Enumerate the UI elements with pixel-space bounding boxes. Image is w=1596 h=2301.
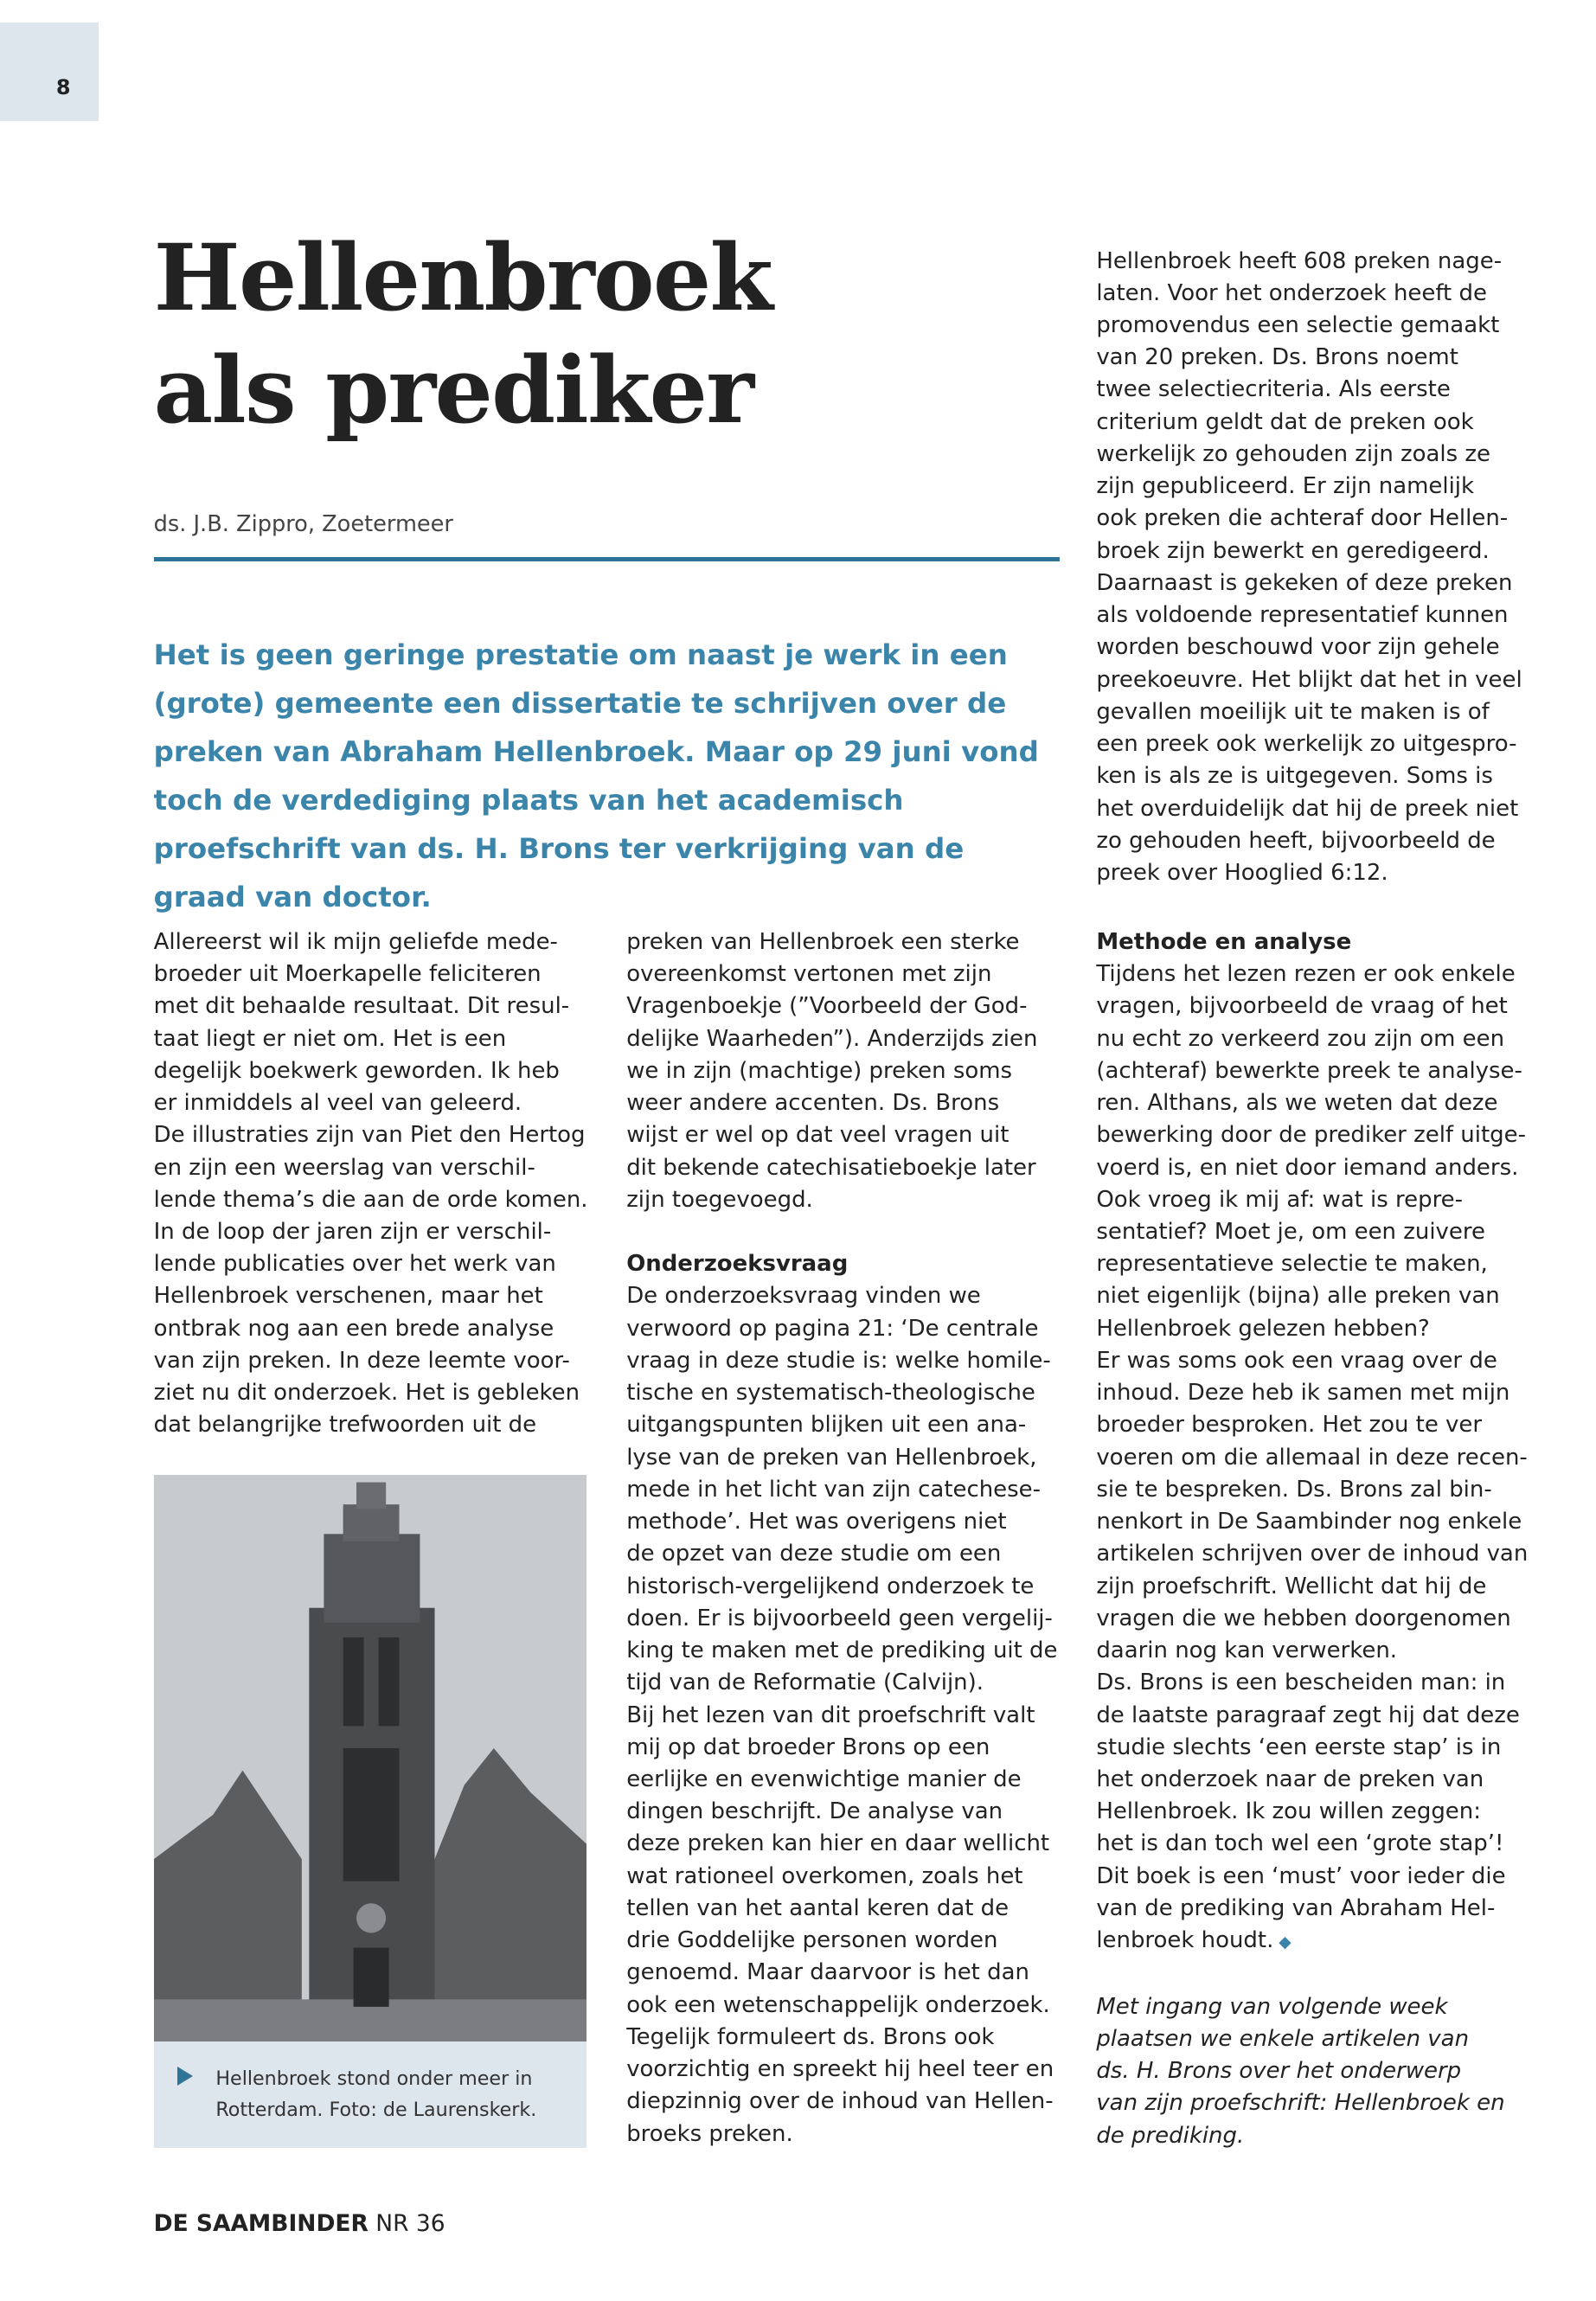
end-mark-icon: ◆ — [1273, 1933, 1292, 1952]
text-line: mede in het licht van zijn catechese- — [626, 1476, 1042, 1503]
text-line: voorzichtig en spreekt hij heel teer en — [626, 2056, 1054, 2083]
text-line: Hellenbroek gelezen hebben? — [1096, 1315, 1430, 1342]
article-title — [154, 221, 1041, 446]
text-line: plaatsen we enkele artikelen van — [1096, 2025, 1470, 2052]
text-line: werkelijk zo gehouden zijn zoals ze — [1096, 440, 1491, 467]
text-line: het is dan toch wel een ‘grote stap’! — [1096, 1830, 1504, 1857]
text-line: het overduidelijk dat hij de preek niet — [1096, 795, 1519, 822]
text-line: vragen, bijvoorbeeld de vraag of het — [1096, 993, 1508, 1020]
text-line: Tijdens het lezen rezen er ook enkele — [1096, 961, 1516, 988]
author-byline: ds. J.B. Zippro, Zoetermeer — [153, 510, 453, 537]
text-line: en zijn een weerslag van verschil- — [153, 1154, 535, 1181]
text-line: worden beschouwd voor zijn gehele — [1096, 634, 1500, 661]
text-line: tische en systematisch-theologische — [626, 1380, 1035, 1407]
text-line: Ds. Brons is een bescheiden man: in — [1096, 1670, 1506, 1696]
text-line: laten. Voor het onderzoek heeft de — [1096, 279, 1487, 306]
text-line: de prediking. — [1096, 2122, 1245, 2149]
text-line: diepzinnig over de inhoud van Hellen- — [626, 2088, 1054, 2115]
text-line: vraag in deze studie is: welke homile- — [626, 1347, 1051, 1374]
text-line: Tegelijk formuleert ds. Brons ook — [626, 2023, 995, 2050]
text-line: er inmiddels al veel van geleerd. — [153, 1090, 522, 1117]
text-line: doen. Er is bijvoorbeeld geen vergelij- — [626, 1605, 1053, 1631]
text-line: ook preken die achteraf door Hellen- — [1096, 505, 1509, 532]
text-line: Hellenbroek. Ik zou willen zeggen: — [1096, 1798, 1481, 1825]
text-line: Dit boek is een ‘must’ voor ieder die — [1096, 1862, 1506, 1889]
text-line: taat liegt er niet om. Het is een — [153, 1025, 507, 1052]
text-line: overeenkomst vertonen met zijn — [626, 961, 992, 988]
text-line: weer andere accenten. Ds. Brons — [626, 1090, 1000, 1117]
text-line: In de loop der jaren zijn er verschil- — [153, 1219, 552, 1246]
text-line: zijn proefschrift. Wellicht dat hij de — [1096, 1573, 1487, 1599]
caption-play-icon — [177, 2067, 193, 2086]
text-line: preken van Hellenbroek een sterke — [626, 928, 1020, 955]
column-3 — [1096, 926, 1539, 2152]
text-line: Hellenbroek verschenen, maar het — [153, 1283, 543, 1310]
text-line: van zijn proefschrift: Hellenbroek en — [1096, 2090, 1505, 2117]
text-line: mij op dat broeder Brons op een — [626, 1734, 990, 1760]
text-line: Ook vroeg ik mij af: wat is repre- — [1096, 1186, 1464, 1213]
text-line: dit bekende catechisatieboekje later — [626, 1154, 1036, 1181]
text-line: een preek ook werkelijk zo uitgespro- — [1096, 731, 1517, 758]
text-line: van de prediking van Abraham Hel- — [1096, 1894, 1496, 1921]
lead-paragraph: Het is geen geringe prestatie om naast je werk in een (grote) gemeente een dissertatie te schrijven over de preken van Abraham Hellenbroek. Maar op 29 juni vond toch de verdediging plaats van het academisch proefschrift van ds. H. Brons ter verkrijging van de graad van doctor. — [153, 638, 1039, 914]
text-line: promovendus een selectie gemaakt — [1096, 311, 1500, 338]
laurenskerk-illustration — [154, 1475, 586, 2042]
text-line: representatieve selectie te maken, — [1096, 1251, 1488, 1278]
caption-line-1: Hellenbroek stond onder meer in — [215, 2067, 533, 2091]
text-line: broeder besproken. Het zou te ver — [1096, 1412, 1483, 1439]
column-2b-lines — [626, 1280, 1069, 2150]
text-line: de opzet van deze studie om een — [626, 1541, 1002, 1567]
text-line: Bij het lezen van dit proefschrift valt — [626, 1702, 1035, 1728]
text-line: met dit behaalde resultaat. Dit resul- — [153, 993, 570, 1020]
text-line: delijke Waarheden”). Anderzijds zien — [626, 1025, 1038, 1052]
text-line: ontbrak nog aan een brede analyse — [153, 1315, 554, 1342]
column-2a-lines — [626, 926, 1069, 1216]
text-line: historisch-vergelijkend onderzoek te — [626, 1573, 1035, 1599]
title-divider — [154, 557, 1060, 561]
text-line: zijn toegevoegd. — [626, 1186, 813, 1213]
text-line: preek over Hooglied 6:12. — [1096, 859, 1388, 886]
text-line: zo gehouden heeft, bijvoorbeeld de — [1096, 827, 1496, 854]
text-line: artikelen schrijven over de inhoud van — [1096, 1541, 1529, 1567]
text-line: ken is als ze is uitgegeven. Soms is — [1096, 763, 1493, 790]
text-line: twee selectiecriteria. Als eerste — [1096, 376, 1451, 403]
column-1-lines — [154, 926, 597, 1442]
text-line: lende thema’s die aan de orde komen. — [153, 1186, 588, 1213]
church-photo — [154, 1475, 586, 2042]
text-line: genoemd. Maar daarvoor is het dan — [626, 1959, 1029, 1986]
column-2 — [626, 926, 1069, 2150]
text-line: preekoeuvre. Het blijkt dat het in veel — [1096, 666, 1522, 693]
title-line-1: Hellenbroek — [153, 224, 772, 332]
text-line: dingen beschrijft. De analyse van — [626, 1798, 1003, 1825]
text-line: we in zijn (machtige) preken soms — [626, 1057, 1013, 1084]
text-line: niet eigenlijk (bijna) alle preken van — [1096, 1283, 1500, 1310]
page-number: 8 — [55, 75, 71, 100]
page-number-tab — [0, 22, 99, 121]
text-line: ds. H. Brons over het onderwerp — [1096, 2058, 1462, 2085]
text-line: nu echt zo verkeerd zou zijn om een — [1096, 1025, 1505, 1052]
text-line: ren. Althans, als we weten dat deze — [1096, 1090, 1498, 1117]
text-line: Vragenboekje (”Voorbeeld der God- — [626, 993, 1028, 1020]
text-line: Met ingang van volgende week — [1096, 1993, 1448, 2020]
text-line: uitgangspunten blijken uit een ana- — [626, 1412, 1027, 1439]
text-line: Allereerst wil ik mijn geliefde mede- — [153, 928, 558, 955]
text-line: deze preken kan hier en daar wellicht — [626, 1830, 1050, 1857]
text-line: dat belangrijke trefwoorden uit de — [153, 1412, 537, 1439]
footer-brand: DE SAAMBINDER — [153, 2210, 369, 2238]
title-line-2: als prediker — [153, 336, 753, 445]
text-line: bewerking door de prediker zelf uitge- — [1096, 1122, 1526, 1149]
text-line: als voldoende representatief kunnen — [1096, 602, 1509, 629]
text-line: gevallen moeilijk uit te maken is of — [1096, 698, 1490, 725]
closing-note — [1096, 1991, 1539, 2152]
text-line: wijst er wel op dat veel vragen uit — [626, 1122, 1010, 1149]
text-line: tellen van het aantal keren dat de — [626, 1894, 1010, 1921]
text-line: ziet nu dit onderzoek. Het is gebleken — [153, 1380, 580, 1407]
caption-line-2: Rotterdam. Foto: de Laurenskerk. — [215, 2098, 537, 2121]
text-line: criterium geldt dat de preken ook — [1096, 408, 1474, 435]
text-line: Hellenbroek heeft 608 preken nage- — [1096, 247, 1503, 274]
text-line: voeren om die allemaal in deze recen- — [1096, 1444, 1528, 1471]
text-line: vragen die we hebben doorgenomen — [1096, 1605, 1511, 1631]
text-line: verwoord op pagina 21: ‘De centrale — [626, 1315, 1039, 1342]
text-line: het onderzoek naar de preken van — [1096, 1766, 1484, 1792]
text-line: De illustraties zijn van Piet den Hertog — [153, 1122, 586, 1149]
text-line: methode’. Het was overigens niet — [626, 1509, 1007, 1535]
text-line: broeder uit Moerkapelle feliciteren — [153, 961, 542, 988]
text-line: voerd is, en niet door iemand anders. — [1096, 1154, 1519, 1181]
column-3-lines — [1096, 958, 1539, 1958]
text-line: de laatste paragraaf zegt hij dat deze — [1096, 1702, 1520, 1728]
text-line: daarin nog kan verwerken. — [1096, 1638, 1398, 1664]
text-line: zijn gepubliceerd. Er zijn namelijk — [1096, 473, 1475, 500]
heading-methode: Methode en analyse — [1096, 928, 1352, 955]
text-line: De onderzoeksvraag vinden we — [626, 1283, 981, 1310]
text-line: inhoud. Deze heb ik samen met mijn — [1096, 1380, 1510, 1407]
column-3-top-lines — [1096, 246, 1539, 890]
text-line: ook een wetenschappelijk onderzoek. — [626, 1991, 1050, 2018]
text-line: nenkort in De Saambinder nog enkele — [1096, 1509, 1522, 1535]
photo-caption — [215, 2064, 570, 2126]
text-line: van zijn preken. In deze leemte voor- — [153, 1347, 570, 1374]
column-3-top — [1096, 246, 1539, 890]
text-line: studie slechts ‘een eerste stap’ is in — [1096, 1734, 1502, 1760]
text-line: lenbroek houdt. ◆ — [1096, 1927, 1292, 1954]
text-line: broek zijn bewerkt en geredigeerd. — [1096, 537, 1490, 564]
text-line: drie Goddelijke personen worden — [626, 1927, 998, 1954]
text-line: wat rationeel overkomen, zoals het — [626, 1862, 1023, 1889]
text-line: Er was soms ook een vraag over de — [1096, 1347, 1497, 1374]
text-line: degelijk boekwerk geworden. Ik heb — [153, 1057, 560, 1084]
text-line: lende publicaties over het werk van — [153, 1251, 556, 1278]
text-line: broeks preken. — [626, 2120, 793, 2147]
text-line: eerlijke en evenwichtige manier de — [626, 1766, 1022, 1792]
heading-onderzoeksvraag: Onderzoeksvraag — [626, 1251, 849, 1278]
text-line: van 20 preken. Ds. Brons noemt — [1096, 344, 1458, 371]
text-line: tijd van de Reformatie (Calvijn). — [626, 1670, 984, 1696]
text-line: king te maken met de prediking uit de — [626, 1638, 1058, 1664]
text-line: lyse van de preken van Hellenbroek, — [626, 1444, 1037, 1471]
text-line: sie te bespreken. Ds. Brons zal bin- — [1096, 1476, 1492, 1503]
column-1 — [154, 926, 597, 1442]
footer — [154, 2210, 445, 2237]
footer-issue: NR 36 — [375, 2210, 445, 2238]
text-line: Daarnaast is gekeken of deze preken — [1096, 569, 1513, 596]
text-line: sentatief? Moet je, om een zuivere — [1096, 1219, 1485, 1246]
text-line: (achteraf) bewerkte preek te analyse- — [1096, 1057, 1522, 1084]
